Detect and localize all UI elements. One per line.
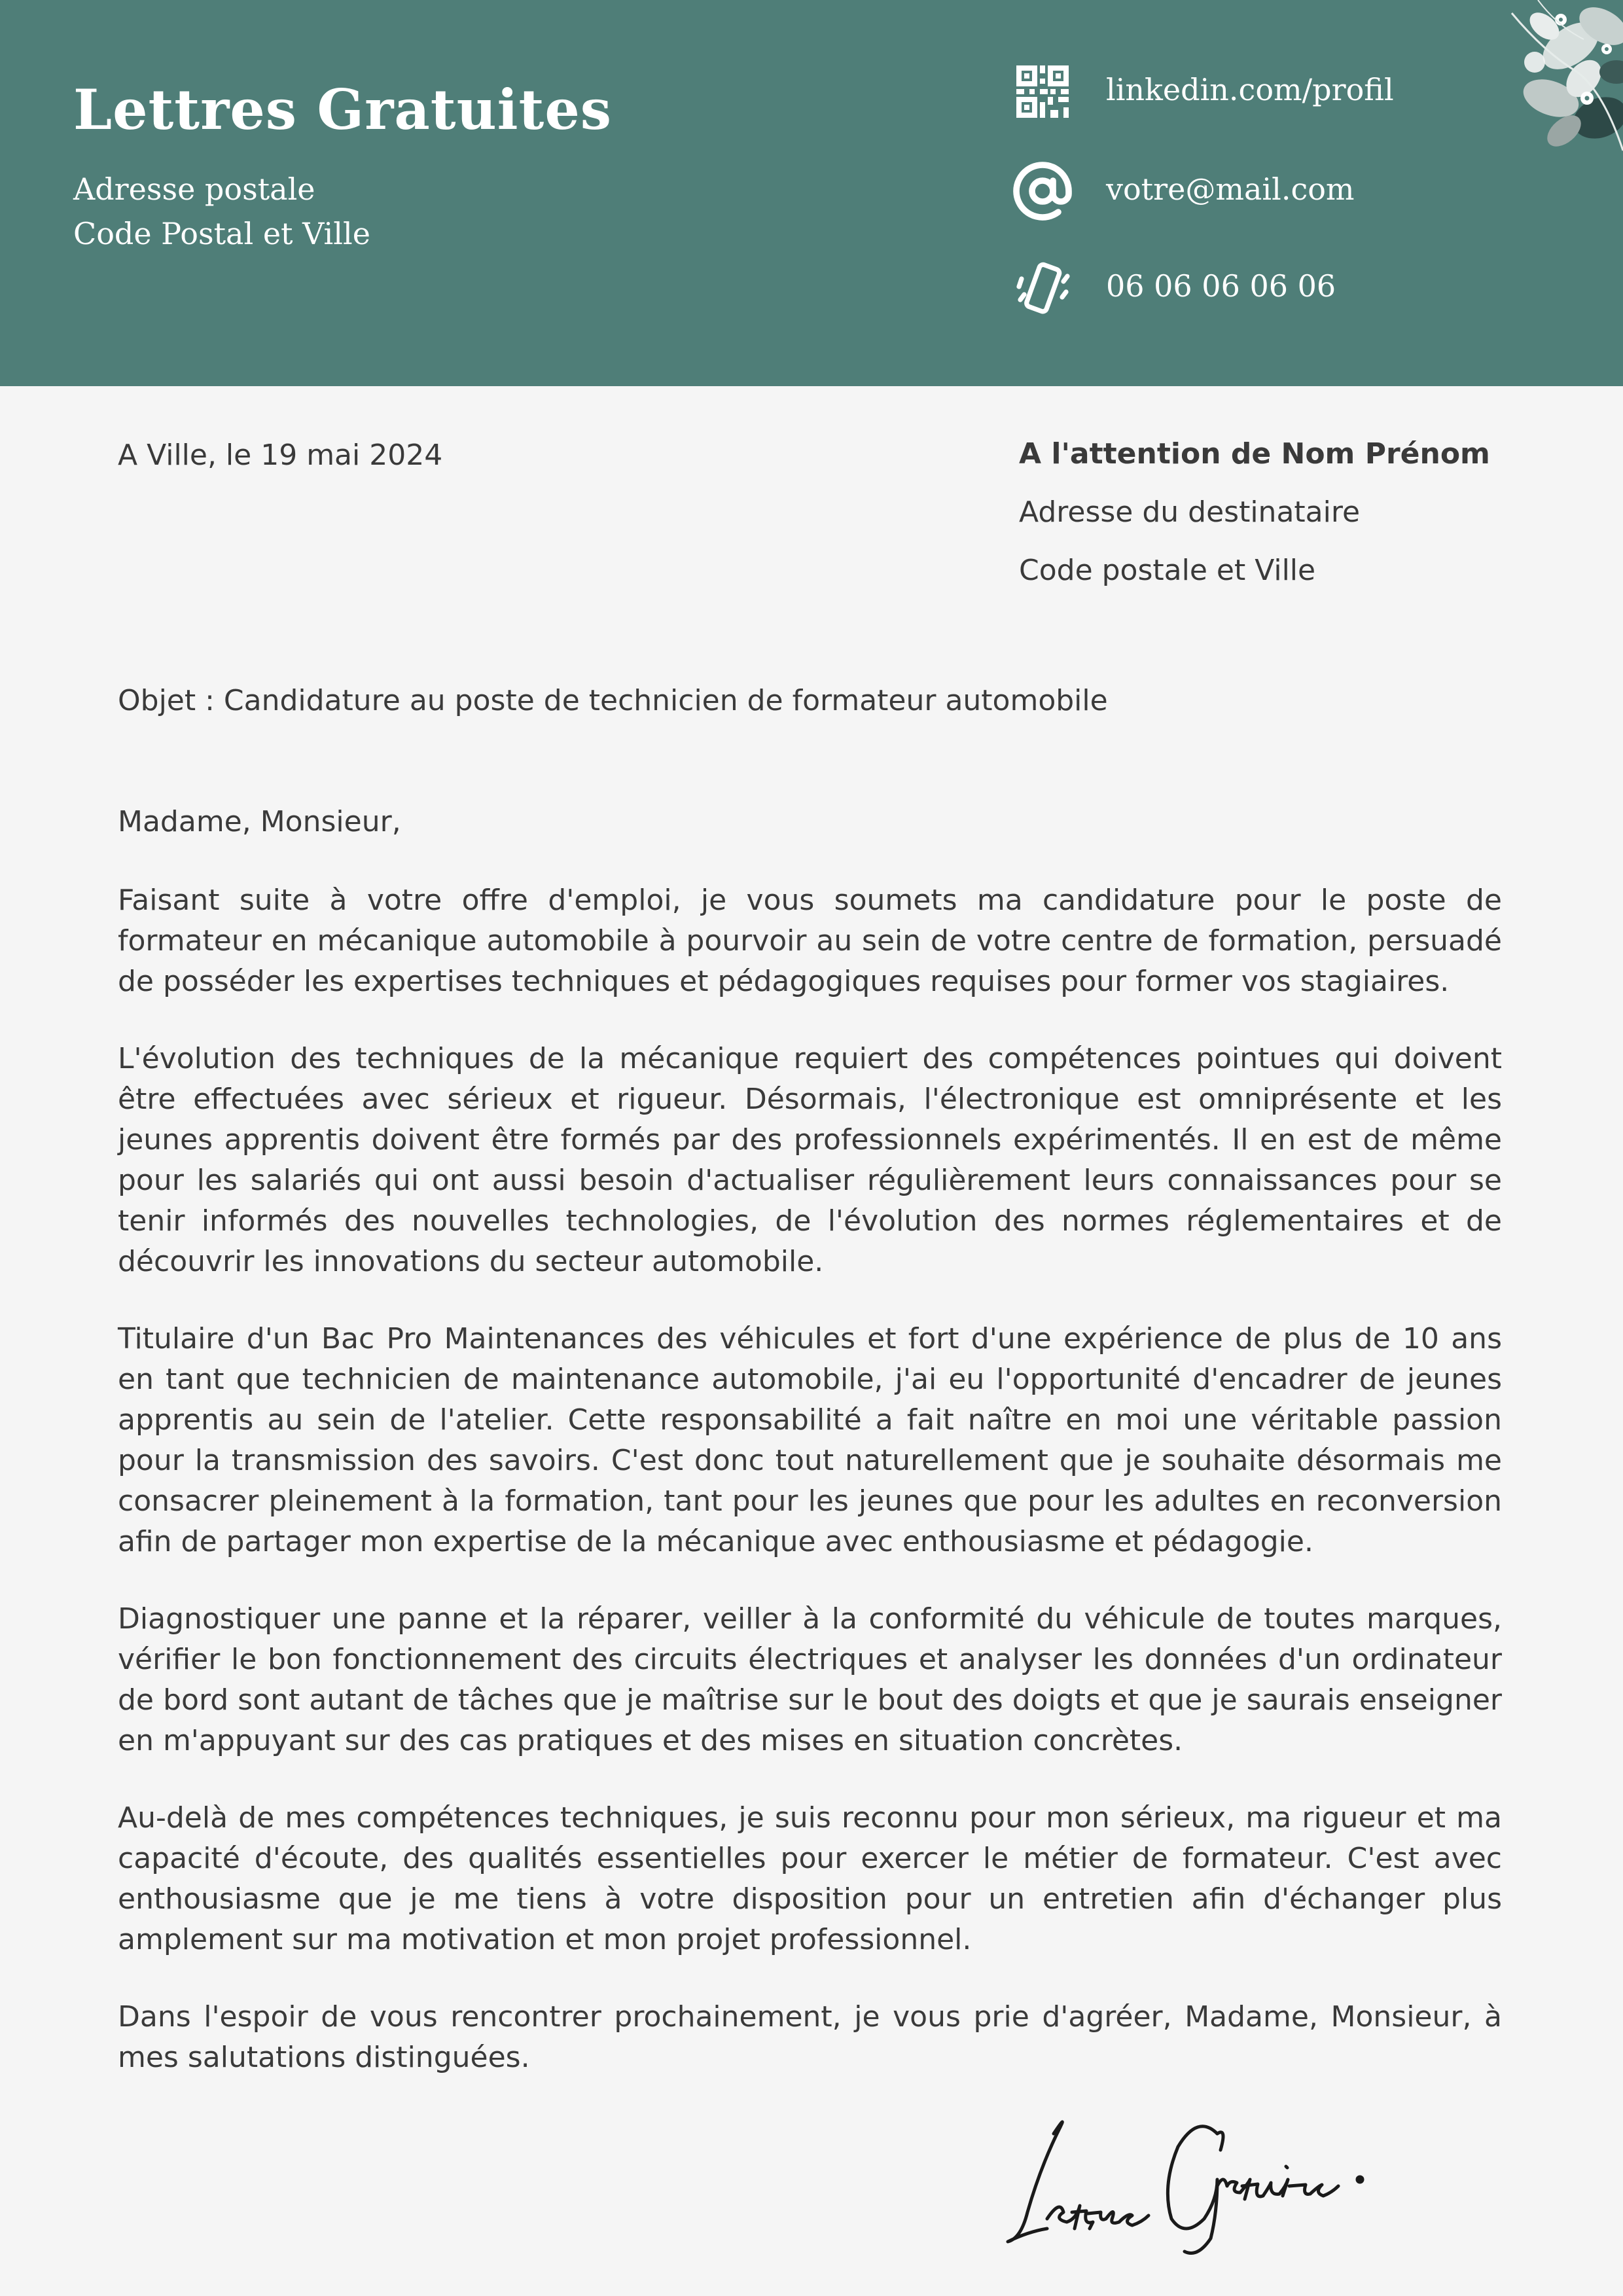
sender-name: Lettres Gratuites bbox=[73, 77, 613, 142]
email-link[interactable]: votre@mail.com bbox=[1106, 171, 1355, 207]
recipient-address: Adresse du destinataire bbox=[1019, 495, 1361, 529]
phone-number[interactable]: 06 06 06 06 06 bbox=[1106, 268, 1336, 304]
paragraph: Diagnostiquer une panne et la réparer, veiller à la conformité du véhicule de toutes marques, vérifier le bon fonctionnement des circuits électriques et analyser les données d'un ordinateur de bord sont autant de tâches que je maîtrise sur le bout des doigts et que je saurais enseigner en m'appuyant sur des cas pratiques et des mises en situation concrètes. bbox=[118, 1602, 1502, 1757]
linkedin-link[interactable]: linkedin.com/profil bbox=[1106, 72, 1394, 107]
sender-address: Adresse postale bbox=[73, 171, 315, 207]
handwritten-signature bbox=[1001, 2088, 1394, 2258]
floral-decoration-icon bbox=[1472, 0, 1623, 157]
paragraph: Au-delà de mes compétences techniques, je suis reconnu pour mon sérieux, ma rigueur et ma capacité d'écoute, des qualités essentielles pour exercer le métier de formateur. C'est avec enthousiasme que je me tiens à votre disposition pour un entretien afin d'échanger plus amplement sur ma motivation et mon projet professionnel. bbox=[118, 1801, 1502, 1956]
paragraph: Faisant suite à votre offre d'emploi, je vous soumets ma candidature pour le poste de formateur en mécanique automobile à pourvoir au sein de votre centre de formation, persuadé de posséder les expertises techniques et pédagogiques requises pour former vos stagiaires. bbox=[118, 884, 1502, 998]
recipient-attention: A l'attention de Nom Prénom bbox=[1019, 437, 1490, 471]
letter-body bbox=[118, 880, 1502, 2115]
paragraph: Titulaire d'un Bac Pro Maintenances des véhicules et fort d'une expérience de plus de 10 ans en tant que technicien de maintenance automobile, j'ai eu l'opportunité d'encadrer de jeunes apprentis au sein de l'atelier. Cette responsabilité a fait naître en moi une véritable passion pour la transmission des savoirs. C'est donc tout naturellement que je souhaite désormais me consacrer pleinement à la formation, tant pour les jeunes que pour les adultes en reconversion afin de partager mon expertise de la mécanique avec enthousiasme et pédagogie. bbox=[118, 1322, 1502, 1558]
paragraph: L'évolution des techniques de la mécanique requiert des compétences pointues qui doivent être effectuées avec sérieux et rigueur. Désormais, l'électronique est omniprésente et les jeunes apprentis doivent être formés par des professionnels expérimentés. Il en est de même pour les salariés qui ont aussi besoin d'actualiser régulièrement leurs connaissances pour se tenir informés des nouvelles technologies, de l'évolution des normes réglementaires et de découvrir les innovations du secteur automobile. bbox=[118, 1042, 1502, 1278]
phone-icon bbox=[1011, 258, 1074, 321]
salutation: Madame, Monsieur, bbox=[118, 805, 401, 838]
letter-subject: Objet : Candidature au poste de technicien de formateur automobile bbox=[118, 684, 1108, 717]
header-banner bbox=[0, 0, 1623, 386]
paragraph: Dans l'espoir de vous rencontrer prochainement, je vous prie d'agréer, Madame, Monsieur, à mes salutations distinguées. bbox=[118, 2000, 1502, 2074]
sender-city: Code Postal et Ville bbox=[73, 216, 370, 251]
qr-code-icon bbox=[1011, 60, 1074, 123]
recipient-city: Code postale et Ville bbox=[1019, 554, 1316, 587]
date-line: A Ville, le 19 mai 2024 bbox=[118, 439, 443, 472]
at-sign-icon bbox=[1011, 160, 1074, 223]
